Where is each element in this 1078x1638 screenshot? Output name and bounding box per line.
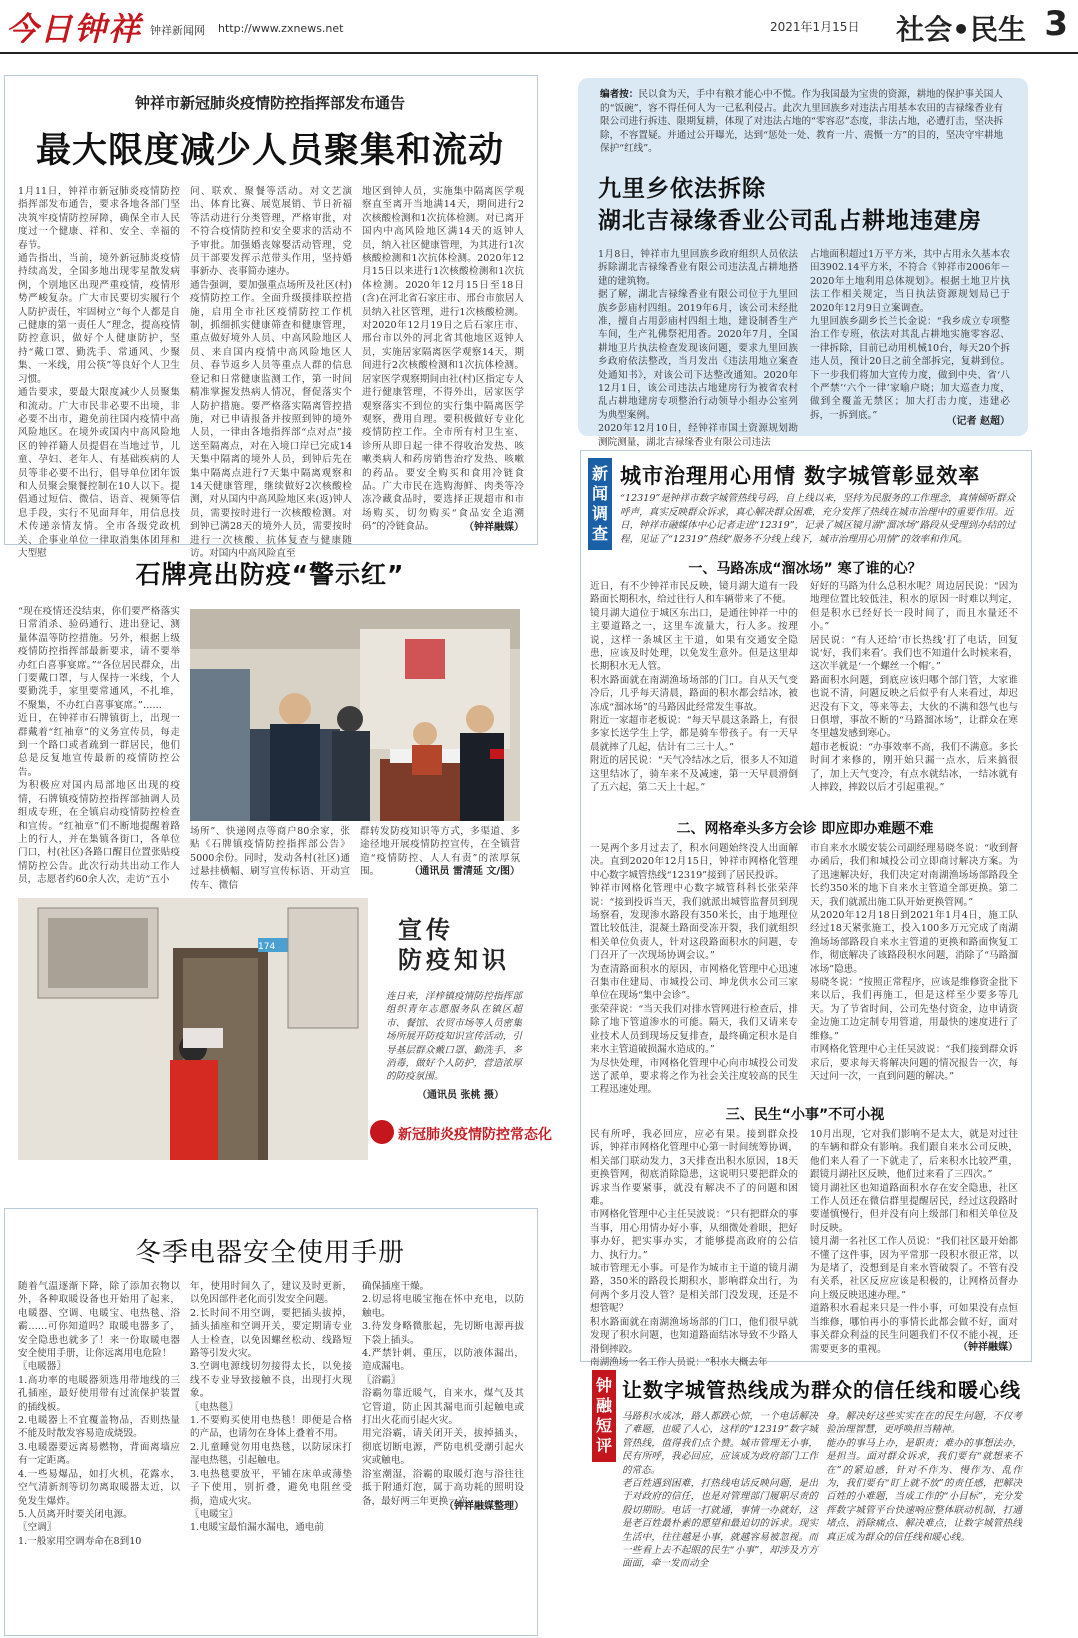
- editor-note: [600, 88, 1010, 156]
- article1-byline: （钟祥融媒）: [464, 522, 524, 533]
- article1-col2: 问、联欢、聚餐等活动。对文艺演出、体育比赛、展览展销、节日祈福等活动进行分类管理，严格审批，对不符合疫情防控和安全要求的活动不予审批。加强婚丧嫁娶活动管理，党员干部要发挥示范带头作用，坚持婚事新办、丧事简办速办。 通告强调，要加强重点场所及社区(村)疫情防控工作。全面升级摸排联控措施，启用全市社区疫情防控工作机制，抓细抓实健康筛查和健康管理，重点做好境外人员、中高风险地区人员、来自国内疫情中高风险地区人员、春节返乡人员等重点人群的信息登记和日常健康监测工作，第一时间精准掌握发热病人情况，督促落实个人防护措施。要严格落实隔离管控措施，对已申请报备并按照到钟的境外人员，一律由各地指挥部“点对点”接送至隔离点，对在入境口岸已完成14天集中隔离的境外人员，到钟后先在集中隔离点进行7天集中隔离观察和14天健康管理，继续做好2次核酸检测，对从国内中高风险地区来(返)钟人员，需要按时进行一次核酸检测。对到钟已满28天的境外人员，需要按时进行一次核酸、抗体复查与健康随访。对国内中高风险直至: [190, 186, 352, 559]
- site-name: 钟祥新闻网: [150, 24, 205, 37]
- article1-kicker: 钟祥市新冠肺炎疫情防控指挥部发布通告: [134, 94, 405, 112]
- article3-col1: 随着气温逐渐下降，除了添加衣物以外，各种取暖设备也开始用了起来，电暖器、空调、电暖宝、电热毯、浴霸……可你知道吗？取暖电器多了，安全隐患也就多了！来一份取暖电器安全使用手册，让你远离用电危险！ 〖电暖器〗 1.高功率的电暖器须选用带地线的三孔插座，最好使用带有过流保护装置的插线板。 2.电暖器上不宜覆盖物品，否则热量不能及时散发容易造成烧毁。 3.电暖器要远离易燃物，背面离墙应有一定距离。 4.一些易爆品，如打火机，花露水，空气清新剂等切勿离取暖器太近，以免发生爆炸。 5.人员离开时要关闭电源。 〖空调〗 1.一般家用空调寿命在8到10: [18, 1281, 180, 1547]
- photo-volunteers: [190, 609, 520, 821]
- article1-col1: 1月11日，钟祥市新冠肺炎疫情防控指挥部发布通告，要求各地各部门坚决筑牢疫情防控屏障，确保全市人民度过一个健康、祥和、安全、幸福的春节。 通告指出，当前，境外新冠肺炎疫情持续高发，全国多地出现零星散发病例，个别地区出现严重疫情，疫情形势严峻复杂。广大市民要切实履行个人防护责任，牢固树立“每个人都是自己健康的第一责任人”理念，提高疫情防控意识，做好个人健康防护，坚持“戴口罩、勤洗手、常通风、少聚集、一米线，用公筷”等良好个人卫生习惯。 通告要求，要最大限度减少人员聚集和流动。广大市民非必要不出境，非必要不出市，避免前往国内疫情中高风险地区。在境外或国内中高风险地区的钟祥籍人员提倡在当地过节，儿童、孕妇、老年人、有基础疾病的人员等非必要不出行，倡导单位团年饭和人员聚会聚餐控制在10人以下。提倡通过短信、微信、语音、视频等信息手段，实行不见面拜年，用信息技术传递亲情友情。全市各级党政机关、企事业单位一律取消集体团拜和大型慰: [18, 186, 180, 559]
- article5-section2-title: 二、网格牵头多方会诊 即应即办难题不难: [676, 821, 934, 837]
- article5-section3-col2: 10月出现，它对我们影响不是太大，就是对过往的车辆和群众有影响。我们跟自来水公司反映，他们来人看了一下就走了，后来积水比较严重，跟镜月湖社区反映，他们过来看了三四次。” 镜月湖社区也知道路面积水存在安全隐患，社区工作人员还在微信群里提醒居民，经过这段路时要谨慎慢行，但并没有向上级部门和相关单位及时反映。 镜月湖一名社区工作人员说：“我们社区最开始都不懂了这件事，因为平常那一段积水很正常，以为是堵了，没想到是自来水管破裂了。不管有没有关系，社区反应应该是积极的，让网格员督办向上级反映迅速办理。” 道路积水看起来只是一件小事，可如果没有点恒当维修，哪怕再小的事情长此都会做不好，面对事关群众利益的民生问题我们不仅不能小视，还需要更多的重视。: [810, 1129, 1018, 1355]
- volunteers-illustration: [190, 609, 520, 821]
- article5-section3-col1: 民有所呼，我必回应，应必有果。接到群众投诉，钟祥市网格化管理中心第一时间统筹协调，相关部门联动发力，3天排查出积水原因，18天更换管网，彻底消除隐患，这说明只要把群众的诉求当作要紧事，就没有解决不了的问题和困难。 市网格化管理中心主任吴波说：“只有把群众的事当事，用心用情办好小事，从细微处着眼，把好事办好，把实事办实，才能够提高政府的公信力、执行力。” 城市管理无小事。可是作为城市主干道的镜月湖路，350米的路段长期积水，影响群众出行，为何两个多月没人管？是相关部门没发现，还是不想管呢？ 积水路面就在南湖渔场场部的门口，他们很早就发现了积水问题，也知道路面结冰导致不少路人滑倒摔跤。 南湖渔场一名工作人员说：“积水大概去年: [590, 1129, 798, 1368]
- article3-col2: 年，使用时间久了，建议及时更新，以免因部件老化而引发安全问题。 2.长时间不用空调，要把插头拔掉，插头插座和空调开关，要定期请专业人士检查，以免因螺丝松动、线路短路等引发火灾。 3.空调电源线切勿接得太长，以免接线不专业导致接触不良，出现打火现象。 〖电热毯〗 1.不要购买使用电热毯！即便是合格的产品，也请勿在身体上叠着不用。 2.儿童睡觉勿用电热毯，以防尿床打湿电热毯，引起触电。 3.电热毯要放平，平铺在床单或薄垫子下使用，别折叠，避免电阻丝受损，造成火灾。 〖电暖宝〗 1.电暖宝最怕漏水漏电，通电前: [190, 1281, 352, 1534]
- poster-title-line1: 宣传: [398, 915, 454, 944]
- editor-note-label: 编者按：: [600, 89, 639, 100]
- article4-col2: 占地面积超过1万平方米，其中占用永久基本农田3902.14平方米，不符合《钟祥市2006年－2020年土地利用总体规划》。根据土地卫片执法工作相关规定，当日执法资源规划局已于2020年12月9日立案调查。 九里回族乡副乡长兰长金说：“我乡成立专项整治工作专班，依法对其乱占耕地实施零容忍、一律拆除，目前已动用机械10台，每天20个拆违人员，预计20日之前全部拆完，复耕到位。下一步我们将加大宣传力度，做到中央、省‘八个严禁’‘六个一律’家喻户晓；加大巡查力度，做到全覆盖无禁区；加大打击力度，违建必拆，一拆到底。”: [810, 249, 1010, 421]
- section-name: 社会•民生: [896, 13, 1026, 46]
- article4-col1: 1月8日，钟祥市九里回族乡政府组织人员依法拆除湖北吉禄缘香业有限公司违法乱占耕地搭建的建筑物。 据了解，湖北吉禄缘香业有限公司位于九里回族乡彭庙村四组。2019年6月，该公司未经批准，擅自占用彭庙村四组土地，建设制香生产车间，生产礼佛祭祀用香。2020年7月，全国耕地卫片执法检查发现该问题，要求九里回族乡政府依法整改，当月发出《违法用地立案查处通知书》，对该公司下达整改通知。2020年12月1日，该公司违法占地建房行为被省农村乱占耕地建房专项整治行动领导小组办公室列为典型案例。 2020年12月10日，经钟祥市国土资源规划勘测院测量，湖北吉禄缘香业有限公司违法: [598, 249, 798, 448]
- article6-col1: 马路积水成冰，路人都跌心惊，一个电话解决了难题，也暖了人心，这样的“12319”数字城管热线，值得我们点个赞。城市管理无小事，民有所呼，我必回应，应该成为政府部门工作的常态。 老百姓遇到困难，打热线电话反映问题，是出于对政府的信任，也是对管理部门履职尽责的殷切期盼。电话一打就通，事情一办就好，这是老百姓最朴素的愿望和最迫切的诉求。现实生活中，往往越是小事，就越容易被忽视。而一些看上去不起眼的民生“小事”，却涉及方方面面，牵一发而动全: [622, 1411, 818, 1570]
- issue-date: 2021年1月15日: [770, 20, 860, 34]
- article4-headline-line1: 九里乡依法拆除: [598, 176, 766, 202]
- article2-caption-col1: 场所”、快递网点等商户80余家，张贴《石牌镇疫情防控指挥部公告》5000余份。同时，发动各村(社区)通过悬挂横幅、刷写宣传标语、开动宣传车、微信: [190, 826, 350, 891]
- article2-byline: （通讯员 雷清延 文/图）: [409, 866, 520, 877]
- poster-badge-icon: [370, 1120, 394, 1144]
- article3-headline: 冬季电器安全使用手册: [134, 1238, 405, 1268]
- article4-headline-line2: 湖北吉禄缘香业公司乱占耕地违建房: [598, 208, 982, 234]
- poster-byline: （通讯员 张桃 摄）: [417, 1090, 504, 1101]
- photo-poster-posting: [18, 898, 368, 1160]
- article5-intro: “12319”是钟祥市数字城管热线号码，自上线以来，坚持为民服务的工作理念，真情倾听群众呼声，真实反映群众诉求，真心解决群众困难，充分发挥了热线在城市治理中的重要作用。近日，钟祥市融媒体中心记者走进“12319”，记录了城区镜月湖“溜冰场”路段从受理到办结的过程，见证了“12319”热线“服务不分线上线下，城市治理用心用情”的效率和作风。: [620, 493, 1016, 545]
- article5-section3-title: 三、民生“小事”不可小视: [725, 1107, 885, 1123]
- tag-news-investigation: 新闻调查: [588, 458, 612, 550]
- article2-col1: “现在疫情还没结束，你们要严格落实日常消杀、验码通行、进出登记、测量体温等防控措施。另外，根据上级疫情防控指挥部最新要求，请不要举办红白喜事宴席。”“各位居民群众，出门要戴口罩，与人保持一米线，个人要勤洗手，家里要常通风，不扎堆，不聚集，不办红白喜事宴席。”…… 近日，在钟祥市石牌镇街上，出现一群戴着“红袖章”的义务宣传员，每走到一个路口或者疏到一群居民，他们总是反复地宣传最新的疫情防控公告。 为积极应对国内局部地区出现的疫情，石牌镇疫情防控指挥部抽调人员组成专班，在全镇启动疫情防控检查和宣传。“红袖章”们不断地提醒着路上的行人，并在集镇各街口，各单位门口，村(社区)各路口醒目位置张贴疫情防控公告。此次行动共出动工作人员，志愿者约60余人次，走访“五小: [18, 606, 180, 886]
- article5-section1-col2: 好好的马路为什么总积水呢？周边居民说：“因为地理位置比较低洼，积水的原因一时难以判定，但是积水已经好长一段时间了，而且水量还不小。” 居民说：“有人还给‘市长热线’打了电话，回复说‘好，我们来看’。我们也不知道什么时候来看，这次半就是‘一个螺丝一个帽’。” 路面积水问题，到底应该归哪个部门管，大家谁也说不清，问题反映之后似乎有人来看过，却迟迟没有下文，等来等去，大伙的不满和怨气也与日俱增，事故不断的“马路溜冰场”，让群众在寒冬里越发感到寒心。 超市老板说：“办事效率不高，我们不满意。多长时间才来修的，刚开始只漏一点水，后来搞很了，加上天气变冷，有点水就结冰，一结冰就有人摔跤，摔跤以后才引起重视。”: [810, 581, 1018, 794]
- article5-section2-col2: 市自来水水暖安装公司副经理易晓冬说：“收到督办函后，我们和城投公司立即商讨解决方案。为了迅速解决好，我们决定对南湖渔场场部路段全长约350米的地下自来水主管道全部更换。第二天，我们就派出施工队开始更换管网。” 从2020年12月18日到2021年1月4日，施工队经过18天紧张施工，投入100多万元完成了南湖渔场场部路段自来水主管道的更换和路面恢复工作，彻底解决了该路段积水问题，消除了“马路溜冰场”隐患。 易晓冬说：“按照正常程序，应该是维修资金批下来以后，我们再施工，但是这样至少要多等几天。为了节省时间，公司先垫付资金，边申请资金边施工边定制专用管道，用最快的速度进行了维修。” 市网格化管理中心主任吴波说：“我们接到群众诉求后，要求每天将解决问题的情况报告一次，每天过问一次，一直到问题的解决。”: [810, 843, 1018, 1082]
- editor-note-text: 民以食为天，手中有粮才能心中不慌。作为我国最为宝贵的资源，耕地的保护事关国人的“饭碗”，容不得任何人为一己私利侵占。此次九里回族乡对违法占用基本农田的吉禄缘香业有限公司进行拆违、限期复耕，体现了对违法占地的“零容忍”态度，非法占地，必遭打击，坚决拆除，不容置疑。并通过公开曝光，达到“惩处一处、教育一片、震慑一方”的目的，坚决守牢耕地保护“红线”。: [600, 89, 1004, 155]
- newspaper-logo: 今日钟祥: [6, 10, 143, 48]
- article3-byline: （钟祥融媒整理）: [444, 1501, 524, 1512]
- article5-headline: 城市治理用心用情 数字城管彰显效率: [620, 464, 981, 488]
- article5-section1-title: 一、马路冻成“溜冰场” 寒了谁的心？: [688, 561, 922, 577]
- poster-slogan: 新冠肺炎疫情防控常态化: [398, 1127, 552, 1143]
- article2-caption-col2: 群转发防疫知识等方式，多渠道、多途径地开展疫情防控宣传，在全镇营造“疫情防控、人人有责”的浓厚氛围。: [360, 826, 520, 878]
- article5-byline: （钟祥融媒）: [958, 1342, 1018, 1353]
- door-plate-number: 174: [258, 942, 276, 952]
- article4-byline: （记者 赵超）: [946, 416, 1010, 427]
- page-number: 3: [1044, 4, 1068, 44]
- article6-col2: 身。解决好这些实实在在的民生问题，不仅考验治理智慧，更呼唤担当精神。 能办的事马上办，是职责；难办的事想法办，是担当。面对群众诉求，我们要有“就想来不在”的紧迫感，针对不作为、慢作为、乱作为，我们要有“盯上就不放”的责任感，把解决百姓的小难题，当成工作的“小目标”，充分发挥数字城管平台快速响应整体联动机制，打通堵点、消除痛点、解决难点，让数字城管热线真正成为群众的信任线和暖心线。: [826, 1411, 1022, 1543]
- article1-col3: 地区到钟人员，实施集中隔离医学观察直至离开当地满14天，期间进行2次核酸检测和1次抗体检测。对已离开国内中高风险地区满14天的返钟人员，纳入社区健康管理，为其进行1次核酸检测和1次抗体检测。2020年12月15日以来进行1次核酸检测和1次抗体检测。2020年12月15日至18日(含)在河北省石家庄市、邢台市旅居人员纳入社区管理，进行1次核酸检测。对2020年12月19日之后石家庄市、邢台市以外的河北省其他地区返钟人员，实施居家隔离医学观察14天，期间进行2次核酸检测和1次抗体检测。居家医学观察期间由社(村)区指定专人进行健康管理，不得外出，居家医学观察落实不到位的实行集中隔离医学观察，费用自理。要积极做好专业化疫情防控工作。全市所有村卫生室、诊所从即日起一律不得收治发热、咳嗽类病人和药房销售治疗发热、咳嗽的药品。要安全购买和食用冷链食品。广大市民在选购海鲜、肉类等冷冻冷藏食品时，要选择正规超市和市场购买，切勿购买“食品安全追溯码”的冷链食品。: [362, 186, 524, 533]
- poster-posting-illustration: [18, 898, 368, 1160]
- article6-headline: 让数字城管热线成为群众的信任线和暖心线: [622, 1378, 1021, 1402]
- poster-text: 连日来，洋梓镇疫情防控指挥部组织青年志愿服务队在镇区超市、餐馆、农贸市场等人员密集场所展开防疫知识宣传活动，引导基层群众戴口罩、勤洗手、多消毒，做好个人防护，营造浓厚的防疫氛围。: [386, 991, 522, 1083]
- article3-col3: 确保插座干燥。 2.切忌将电暖宝拖在怀中充电，以防触电。 3.待发身略微胀起，先切断电源再拔下袋上插头。 4.严禁针刺、重压，以防液体漏出，造成漏电。 〖浴霸〗 浴霸勿靠近暖气，自来水，煤气及其它管道，防止因其漏电而引起触电或打出火花而引起火灾。 用完浴霸，请关闭开关，拔掉插头，彻底切断电源，严防电机受潮引起火灾或触电。 浴室潮湿，浴霸的取暖灯泡与浴往往抵于附通灯泡，属于高功耗的照明设备，最好两三年更换一次。: [362, 1281, 524, 1507]
- article2-headline: 石牌亮出防疫“警示红”: [135, 560, 405, 589]
- article1-headline: 最大限度减少人员聚集和流动: [35, 131, 504, 171]
- article5-section1-col1: 近日，有不少钟祥市民反映，镜月湖大道有一段路面长期积水，给过往行人和车辆带来了不便。 镜月湖大道位于城区东出口，是通往钟祥一中的主要道路之一，这里车流量大，行人多。按理说，这样一条城区主干道，如果有交通安全隐患，应该及时处理，以免发生意外。但是这里却长期积水无人管。 积水路面就在南湖渔场场部的门口。自从天气变冷后，几乎每天清晨，路面的积水都会结冰，被冻成“溜冰场”的马路因此经常发生事故。 附近一家超市老板说：“每天早晨这条路上，有很多家长送学生上学，都是骑车带孩子。有一天早晨就摔了几起，估计有二三十人。” 附近的居民说：“天气冷结冰之后，很多人不知道这里结冰了，骑车来不及减速，第一天早晨滑倒了五六起，第二天上十起。”: [590, 581, 798, 794]
- article5-section2-col1: 一晃两个多月过去了，积水问题始终没人出面解决。直到2020年12月15日，钟祥市网格化管理中心数字城管热线“12319”接到了居民投诉。 钟祥市网格化管理中心数字城管科科长张荣萍说：“接到投诉当天，我们就派出城管监督员到现场察看，发现渗水路段有350米长，由于地理位置比较低洼，混凝土路面受冻开裂，我们就组织相关单位负责人，针对这段路面积水的问题，专门召开了一次现场协调会议。” 为查清路面积水的原因，市网格化管理中心迅速召集市住建局、市城投公司、坤龙供水公司三家单位在现场“集中会诊”。 张荣萍说：“当天我们对排水管网进行检查后，排除了地下管道渗水的可能。隔天，我们又请来专业技术人员到现场反复排查，最终确定积水是自来水主管道破损漏水造成的。” 为尽快处理，市网格化管理中心向市城投公司发送了派单，要求将之作为社会关注度较高的民生工程迅速处理。: [590, 843, 798, 1096]
- site-url[interactable]: http://www.zxnews.net: [218, 22, 344, 35]
- tag-commentary: 钟融短评: [592, 1370, 616, 1462]
- poster-title-line2: 防疫知识: [398, 945, 510, 974]
- masthead: [0, 0, 1078, 54]
